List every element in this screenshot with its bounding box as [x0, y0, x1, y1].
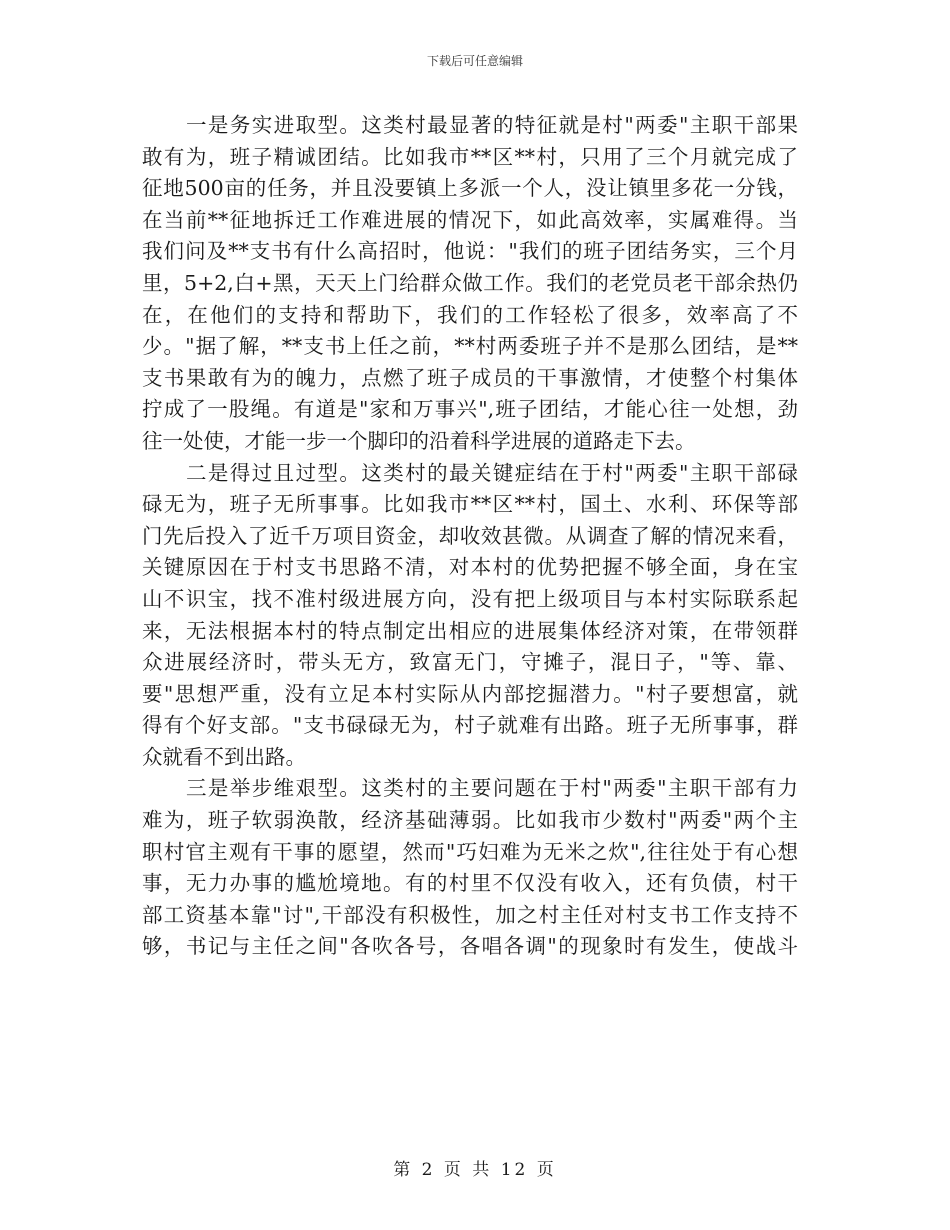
text-line: 碌无为，班子无所事事。比如我市**区**村，国土、水利、环保等部: [142, 492, 798, 517]
text-line: 关键原因在于村支书思路不清，对本村的优势把握不够全面，身在宝: [142, 555, 798, 580]
text-line: 我们问及**支书有什么高招时，他说："我们的班子团结务实，三个月: [142, 239, 798, 264]
text-line: 往一处使，才能一步一个脚印的沿着科学进展的道路走下去。: [142, 428, 696, 453]
paragraph-2: [142, 458, 798, 774]
text-line: 众进展经济时，带头无方，致富无门，守摊子，混日子，"等、靠、: [142, 650, 798, 675]
text-line: 事，无力办事的尴尬境地。有的村里不仅没有收入，还有负债，村干: [142, 871, 798, 896]
text-line: 门先后投入了近千万项目资金，却收效甚微。从调查了解的情况来看，: [142, 523, 798, 548]
text-line: 拧成了一股绳。有道是"家和万事兴",班子团结，才能心往一处想，劲: [142, 397, 798, 422]
text-line: 敢有为，班子精诚团结。比如我市**区**村，只用了三个月就完成了: [142, 144, 798, 169]
text-line: 山不识宝，找不准村级进展方向，没有把上级项目与本村实际联系起: [142, 586, 798, 611]
text-line: 在当前**征地拆迁工作难进展的情况下，如此高效率，实属难得。当: [142, 207, 798, 232]
text-line: 部工资基本靠"讨",干部没有积极性，加之村主任对村支书工作支持不: [142, 902, 798, 927]
text-line: 里，5+2,白+黑，天天上门给群众做工作。我们的老党员老干部余热仍: [142, 270, 798, 295]
text-line: 来，无法根据本村的特点制定出相应的进展集体经济对策，在带领群: [142, 618, 798, 643]
paragraph-3: [142, 773, 798, 963]
text-line: 在，在他们的支持和帮助下，我们的工作轻松了很多，效率高了不: [142, 302, 798, 327]
text-line: 征地500亩的任务，并且没要镇上多派一个人，没让镇里多花一分钱，: [142, 176, 798, 201]
paragraph-1: [142, 110, 798, 458]
page-header-note: 下载后可任意编辑: [426, 54, 523, 68]
text-line: 难为，班子软弱涣散，经济基础薄弱。比如我市少数村"两委"两个主: [142, 808, 798, 833]
page-number: 第 2 页 共 12 页: [393, 1160, 557, 1180]
text-line: 够，书记与主任之间"各吹各号，各唱各调"的现象时有发生，使战斗: [142, 934, 798, 959]
text-line: 职村官主观有干事的愿望，然而"巧妇难为无米之炊",往往处于有心想: [142, 839, 798, 864]
text-line: 一是务实进取型。这类村最显著的特征就是村"两委"主职干部果: [186, 113, 798, 137]
text-line: 少。"据了解，**支书上任之前，**村两委班子并不是那么团结，是**: [142, 334, 798, 359]
text-line: 得有个好支部。"支书碌碌无为，村子就难有出路。班子无所事事，群: [142, 713, 798, 738]
text-line: 众就看不到出路。: [142, 744, 306, 769]
text-line: 支书果敢有为的魄力，点燃了班子成员的干事激情，才使整个村集体: [142, 365, 798, 390]
document-body: [142, 110, 798, 963]
text-line: 要"思想严重，没有立足本村实际从内部挖掘潜力。"村子要想富，就: [142, 681, 798, 706]
text-line: 三是举步维艰型。这类村的主要问题在于村"两委"主职干部有力: [186, 776, 798, 801]
text-line: 二是得过且过型。这类村的最关键症结在于村"两委"主职干部碌: [186, 460, 798, 485]
